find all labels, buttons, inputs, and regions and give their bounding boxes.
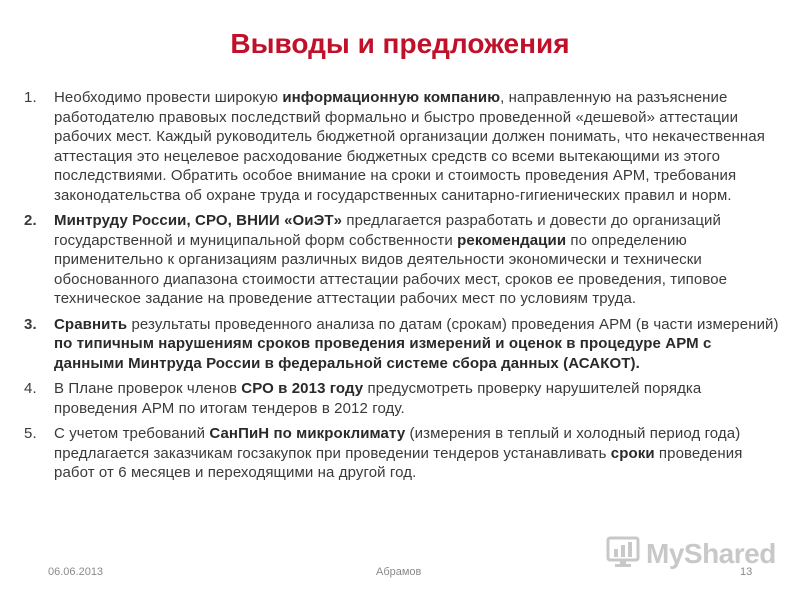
emphasis-text: СРО в 2013 году: [241, 380, 364, 397]
list-item: [24, 315, 780, 374]
footer-date: 06.06.2013: [48, 566, 104, 578]
myshared-watermark: [606, 536, 776, 572]
emphasis-text: по типичным нарушениям сроков проведения измерений и оценок в процедуре АРМ с данными Минтруда России в федеральной системе сбора данных (АСАКОТ).: [54, 335, 712, 372]
footer-page-number: 13: [740, 566, 753, 578]
footer-author: Абрамов: [376, 566, 422, 578]
emphasis-text: СанПиН по микроклимату: [209, 425, 406, 442]
body-text: предусмотреть проверку нарушителей порядка проведения АРМ по итогам тендеров в 2012 году.: [54, 380, 702, 417]
body-text: результаты проведенного анализа по датам (срокам) проведения АРМ (в части измерений): [127, 315, 779, 333]
emphasis-text: сроки: [610, 444, 655, 462]
body-text: В Плане проверок членов: [54, 380, 242, 397]
body-text: по определению применительно к организациям различных видов деятельности экономически и технически обоснованного диапазона стоимости аттестации рабочих мест, сроков ее проведения, типовое техническое задание на проведение аттестации рабочих мест по условиям труда.: [54, 231, 728, 307]
emphasis-text: Минтруду России, СРО, ВНИИ «ОиЭТ»: [54, 212, 343, 229]
list-item-number: 5.: [24, 425, 37, 442]
body-text: (измерения в теплый и холодный период года) предлагается заказчикам госзакупок при проведении тендеров устанавливать: [54, 425, 741, 462]
body-text: проведения работ от 6 месяцев и переходящими на другой год.: [54, 444, 743, 481]
emphasis-text: информационную компанию: [282, 89, 501, 106]
emphasis-text: рекомендации: [457, 231, 567, 249]
myshared-logo-icon: [606, 535, 642, 574]
list-item: [24, 424, 780, 483]
body-text: предлагается разработать и довести до организаций государственной и муниципальной форм собственности: [54, 212, 722, 249]
body-text: Необходимо провести широкую: [54, 89, 283, 106]
conclusions-list: [24, 88, 780, 489]
list-item-number: 3.: [24, 315, 37, 333]
body-text: С учетом требований: [54, 425, 210, 442]
list-item-number: 4.: [24, 380, 37, 397]
list-item-number: 1.: [24, 89, 37, 106]
list-item: [24, 379, 780, 418]
list-item: [24, 88, 780, 205]
body-text: , направленную на разъяснение работодателю правовых последствий формально и быстро проведенной «дешевой» аттестации рабочих мест. Каждый руководитель бюджетной организации должен понимать, что некачественная аттестация это нецелевое расходование бюджетных средств со всеми вытекающими из этого последствиями. Обратить особое внимание на сроки и стоимость проведения АРМ, требования законодательства об охране труда и государственных санитарно-гигиенических правил и норм.: [54, 89, 765, 204]
slide-title: Выводы и предложения: [230, 28, 570, 59]
emphasis-text: Сравнить: [54, 315, 128, 333]
watermark-text: MyShared: [646, 538, 776, 569]
list-item-number: 2.: [24, 212, 37, 229]
list-item: [24, 211, 780, 309]
